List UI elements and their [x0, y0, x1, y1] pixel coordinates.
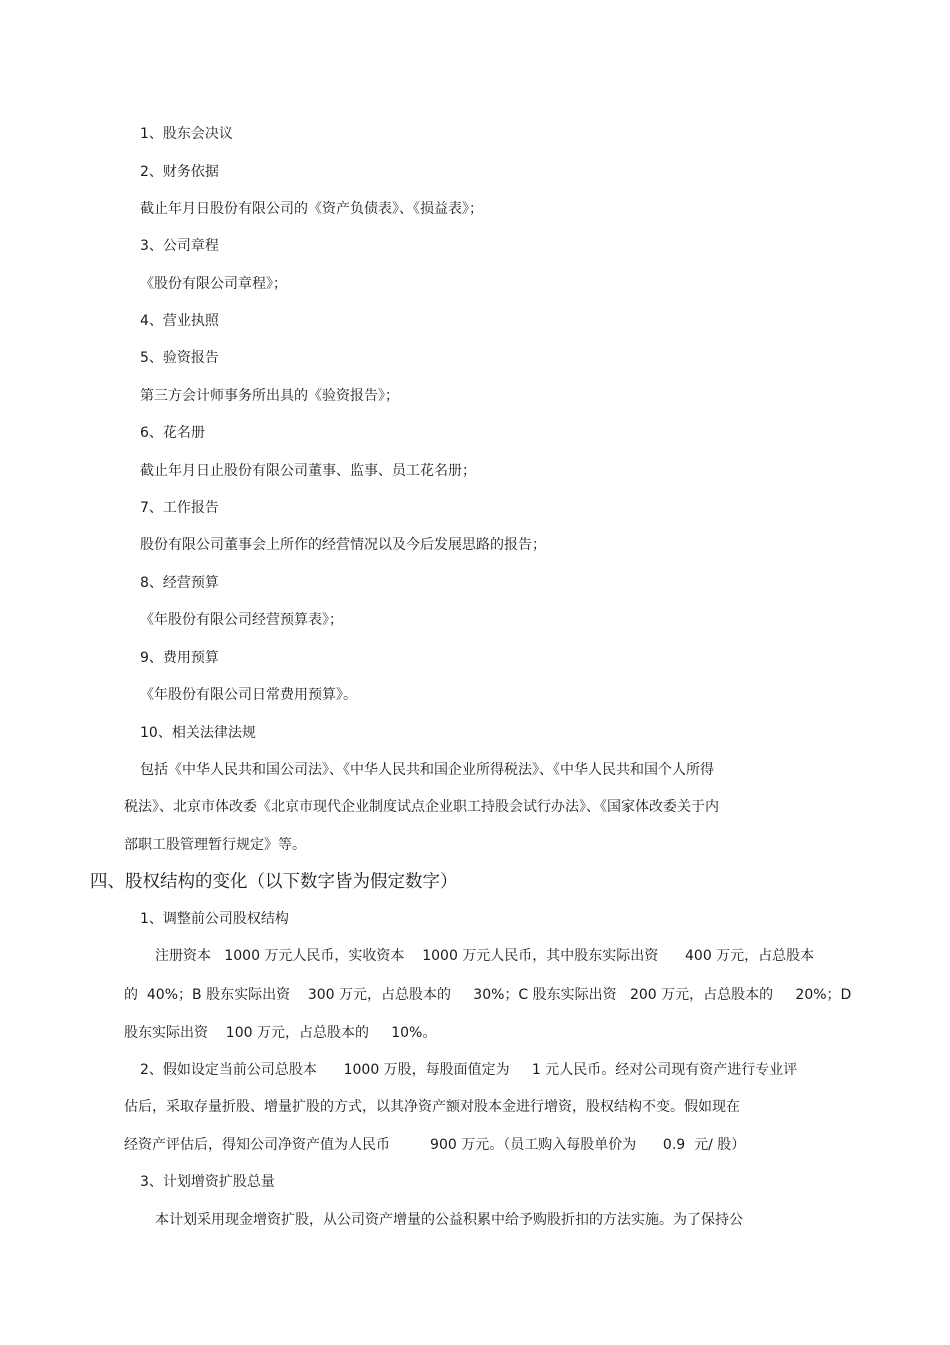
paragraph-line: 2、假如设定当前公司总股本 1000 万股，每股面值定为 1 元人民币。经对公司现有资产进行专业评	[140, 1062, 798, 1078]
paragraph-line: 股份有限公司董事会上所作的经营情况以及今后发展思路的报告；	[140, 537, 546, 553]
paragraph-line: 截止年月日止股份有限公司董事、监事、员工花名册；	[140, 463, 476, 479]
section-heading: 四、股权结构的变化（以下数字皆为假定数字）	[90, 872, 458, 892]
list-item: 3、公司章程	[140, 238, 219, 254]
paragraph-line: 本计划采用现金增资扩股，从公司资产增量的公益积累中给予购股折扣的方法实施。为了保持公	[155, 1212, 743, 1228]
paragraph-line: 《年股份有限公司经营预算表》；	[140, 612, 343, 628]
list-item: 6、花名册	[140, 425, 205, 441]
list-item: 9、费用预算	[140, 650, 219, 666]
paragraph-line: 税法》、北京市体改委《北京市现代企业制度试点企业职工持股会试行办法》、《国家体改委关于内	[124, 799, 719, 815]
list-item: 5、验资报告	[140, 350, 219, 366]
list-item: 4、营业执照	[140, 313, 219, 329]
list-item: 8、经营预算	[140, 575, 219, 591]
paragraph-line: 注册资本 1000 万元人民币，实收资本 1000 万元人民币，其中股东实际出资 400 万元，占总股本	[155, 948, 815, 964]
paragraph-line: 估后，采取存量折股、增量扩股的方式，以其净资产额对股本金进行增资，股权结构不变。假如现在	[124, 1099, 740, 1115]
list-item: 2、财务依据	[140, 164, 219, 180]
paragraph-line: 第三方会计师事务所出具的《验资报告》；	[140, 388, 399, 404]
paragraph-line: 《年股份有限公司日常费用预算》。	[140, 687, 357, 703]
paragraph-line: 的 40%；B 股东实际出资 300 万元，占总股本的 30%；C 股东实际出资 200 万元，占总股本的 20%；D	[124, 987, 852, 1003]
list-item: 10、相关法律法规	[140, 725, 256, 741]
paragraph-line: 股东实际出资 100 万元，占总股本的 10%。	[124, 1025, 437, 1041]
paragraph-line: 包括《中华人民共和国公司法》、《中华人民共和国企业所得税法》、《中华人民共和国个人所得	[140, 762, 714, 778]
paragraph-line: 《股份有限公司章程》；	[140, 276, 287, 292]
paragraph-line: 部职工股管理暂行规定》等。	[124, 837, 306, 853]
list-item: 1、股东会决议	[140, 126, 233, 142]
list-item: 1、调整前公司股权结构	[140, 911, 289, 927]
paragraph-line: 经资产评估后，得知公司净资产值为人民币 900 万元。（员工购入每股单价为 0.9 元/ 股）	[124, 1137, 746, 1153]
paragraph-line: 截止年月日股份有限公司的《资产负债表》、《损益表》；	[140, 201, 483, 217]
list-item: 3、计划增资扩股总量	[140, 1174, 275, 1190]
list-item: 7、工作报告	[140, 500, 219, 516]
